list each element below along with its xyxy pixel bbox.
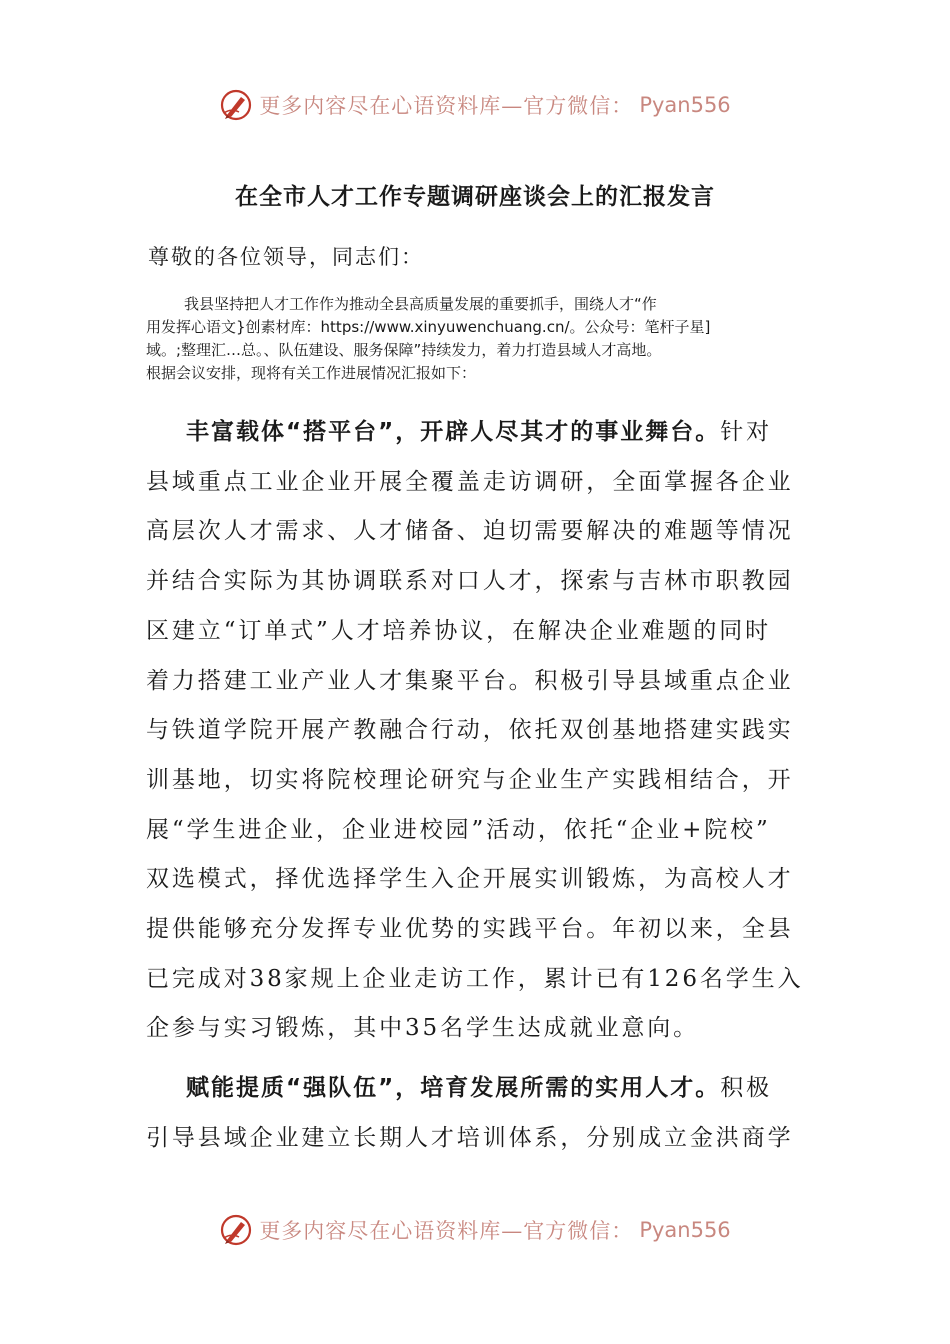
- body-line: 县域重点工业企业开展全覆盖走访调研，全面掌握各企业: [146, 468, 794, 495]
- section-heading: 赋能提质“强队伍”，培育发展所需的实用人才。: [186, 1075, 721, 1101]
- section-platform: [146, 408, 808, 1054]
- body-line: 展“学生进企业，企业进校园”活动，依托“企业+院校”: [146, 816, 771, 843]
- body-line: 高层次人才需求、人才储备、迫切需要解决的难题等情况: [146, 518, 794, 545]
- watermark-brand-text: 更多内容尽在心语资料库—官方微信：: [259, 1219, 634, 1243]
- body-line: 引导县域企业建立长期人才培训体系，分别成立金洪商学: [146, 1124, 794, 1151]
- section-heading: 丰富载体“搭平台”，开辟人尽其才的事业舞台。: [186, 419, 721, 445]
- watermark-banner-top: [0, 85, 950, 125]
- watermark-banner-bottom: [0, 1210, 950, 1250]
- intro-line: 我县坚持把人才工作作为推动全县高质量发展的重要抓手，围绕人才“作: [184, 295, 657, 313]
- section-first-line: [146, 1064, 808, 1114]
- body-line: 着力搭建工业产业人才集聚平台。积极引导县域重点企业: [146, 667, 794, 694]
- body-line: 并结合实际为其协调联系对口人才，探索与吉林市职教园: [146, 568, 794, 595]
- body-line: 企参与实习锻炼，其中35名学生达成就业意向。: [146, 1015, 700, 1042]
- watermark-wechat-id: Pyan556: [639, 1218, 731, 1242]
- body-line: 训基地，切实将院校理论研究与企业生产实践相结合，开: [146, 766, 794, 793]
- section-team: [146, 1064, 808, 1163]
- intro-paragraph: [146, 293, 806, 385]
- body-line: 双选模式，择优选择学生入企开展实训锻炼，为高校人才: [146, 866, 794, 893]
- intro-line: 根据会议安排，现将有关工作进展情况汇报如下：: [146, 364, 477, 382]
- document-title: 在全市人才工作专题调研座谈会上的汇报发言: [235, 184, 715, 210]
- body-line: 已完成对38家规上企业走访工作，累计已有126名学生入: [146, 965, 804, 992]
- salutation: 尊敬的各位领导，同志们：: [148, 245, 424, 269]
- pen-logo-icon: [219, 88, 253, 122]
- body-line: 区建立“订单式”人才培养协议，在解决企业难题的同时: [146, 617, 772, 644]
- watermark-wechat-id: Pyan556: [639, 93, 731, 117]
- section-first-tail: 积极: [720, 1075, 773, 1101]
- intro-line: 域。;整理汇…总。、队伍建设、服务保障”持续发力，着力打造县域人才高地。: [146, 341, 662, 359]
- watermark-brand-text: 更多内容尽在心语资料库—官方微信：: [259, 94, 634, 118]
- body-line: 提供能够充分发挥专业优势的实践平台。年初以来，全县: [146, 916, 794, 943]
- pen-logo-icon: [219, 1213, 253, 1247]
- intro-line: 用发挥心语文}创素材库：https://www.xinyuwenchuang.cn/。公众号：笔杆子星]: [146, 318, 711, 336]
- section-first-line: [146, 408, 808, 458]
- section-first-tail: 针对: [720, 419, 773, 445]
- body-line: 与铁道学院开展产教融合行动，依托双创基地搭建实践实: [146, 717, 794, 744]
